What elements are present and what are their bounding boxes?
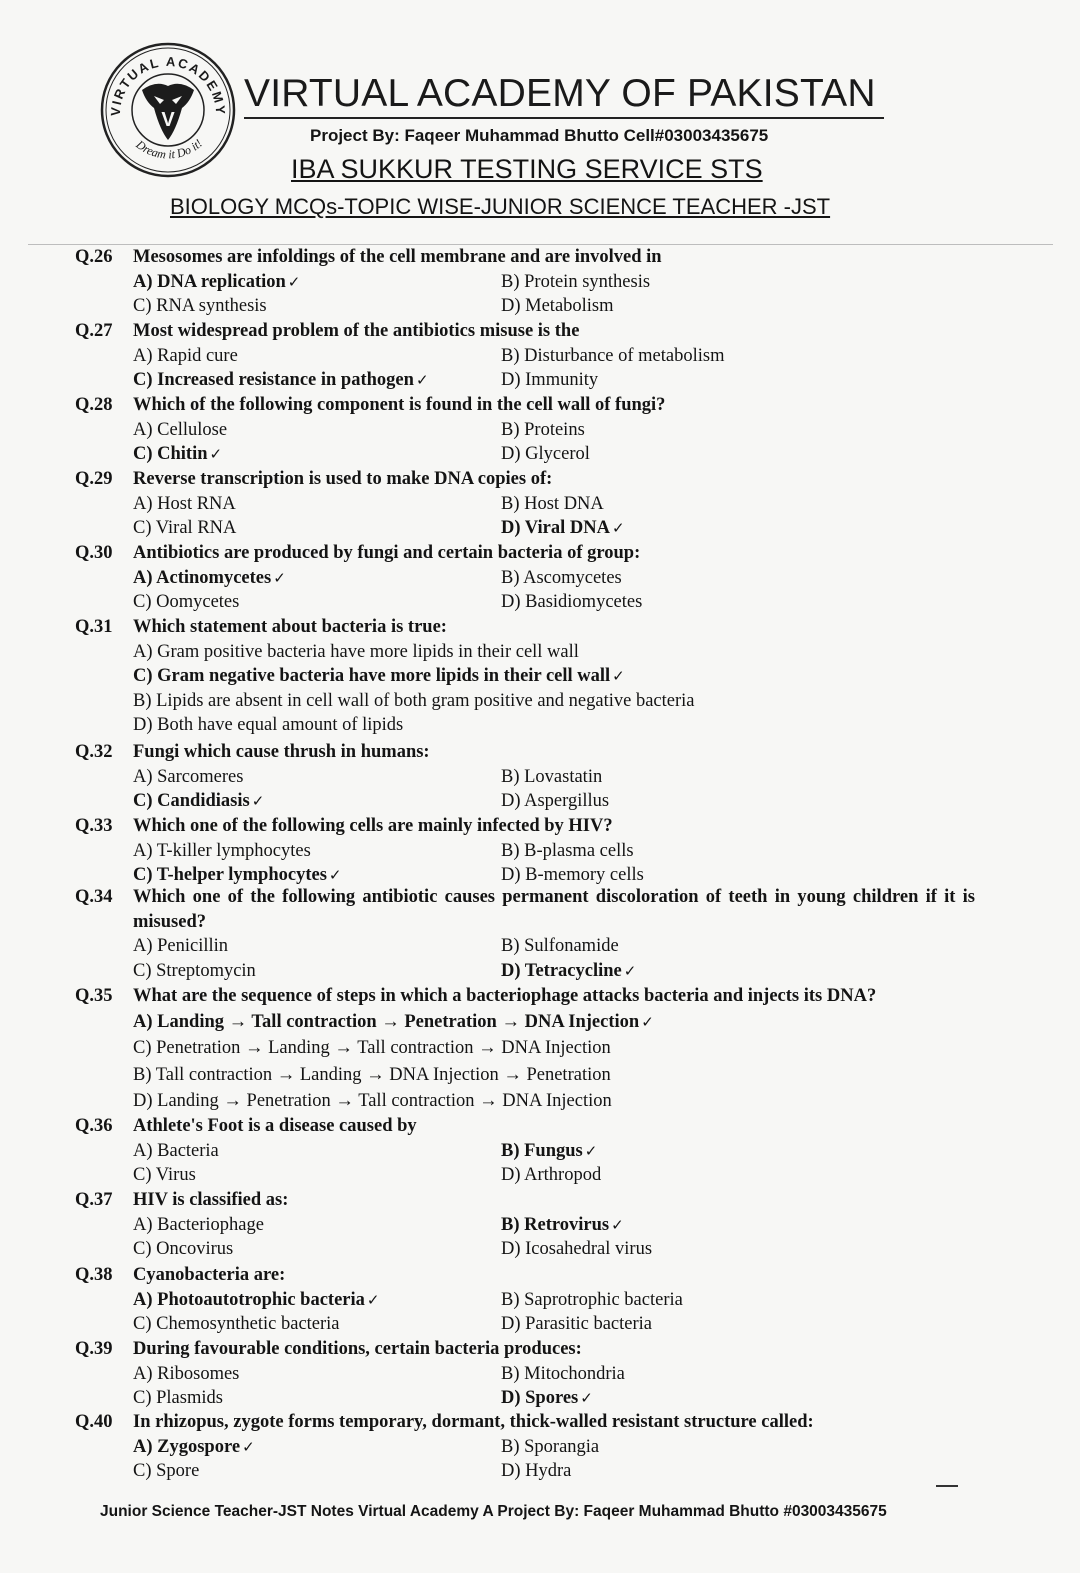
option-text: C) Spore xyxy=(133,1461,200,1481)
question-row xyxy=(75,393,861,418)
option-text: D) Hydra xyxy=(501,1461,572,1481)
question-text: Mesosomes are infoldings of the cell membrane and are involved in xyxy=(133,247,662,267)
check-mark-icon: ✓ xyxy=(580,1389,593,1407)
question-text: HIV is classified as: xyxy=(133,1190,289,1210)
answer-option xyxy=(501,418,861,443)
option-text: B) B-plasma cells xyxy=(501,840,634,861)
svg-text:Dream it Do it! xyxy=(133,136,205,161)
check-mark-icon: ✓ xyxy=(251,792,265,810)
academy-logo-seal xyxy=(98,40,238,180)
answer-option-correct xyxy=(501,1386,861,1411)
answer-option xyxy=(133,516,501,541)
question-text: Antibiotics are produced by fungi and certain bacteria of group: xyxy=(133,543,641,563)
question-row xyxy=(75,541,861,566)
question-number: Q.37 xyxy=(75,1190,113,1210)
answer-option xyxy=(501,934,861,959)
answer-option xyxy=(501,789,861,814)
question-block xyxy=(75,1188,861,1262)
question-block xyxy=(75,467,861,541)
option-text: B) Sporangia xyxy=(501,1436,600,1457)
question-number: Q.30 xyxy=(75,543,113,563)
answer-option xyxy=(133,640,1033,665)
question-number: Q.28 xyxy=(75,395,113,415)
option-text: C) Viral RNA xyxy=(133,518,237,538)
answer-option-correct xyxy=(133,863,501,888)
question-text: What are the sequence of steps in which a bacteriophage attacks bacteria and injects its DNA? xyxy=(133,986,877,1006)
check-mark-icon: ✓ xyxy=(328,866,342,884)
question-block xyxy=(75,984,1033,1115)
option-list xyxy=(133,418,861,467)
option-list xyxy=(133,1213,861,1262)
question-block xyxy=(75,1337,861,1411)
option-list xyxy=(133,566,861,615)
answer-option xyxy=(133,1213,501,1238)
question-number: Q.38 xyxy=(75,1265,113,1285)
answer-option xyxy=(501,863,861,888)
option-list xyxy=(133,270,861,319)
answer-option xyxy=(501,492,861,517)
option-text: A) Ribosomes xyxy=(133,1363,240,1384)
question-block xyxy=(75,740,861,814)
answer-option-correct xyxy=(133,1009,1033,1036)
question-text: Which of the following component is found in the cell wall of fungi? xyxy=(133,395,666,415)
answer-option-correct xyxy=(133,442,501,467)
answer-option xyxy=(133,492,501,517)
option-text: D) Viral DNA xyxy=(501,518,610,538)
option-text: A) Bacteria xyxy=(133,1140,219,1161)
option-list xyxy=(133,839,861,888)
answer-option xyxy=(133,1062,1033,1089)
option-text: B) Disturbance of metabolism xyxy=(501,345,725,366)
option-text: A) Gram positive bacteria have more lipids in their cell wall xyxy=(133,641,579,662)
check-mark-icon: ✓ xyxy=(209,445,223,463)
question-block xyxy=(75,1263,861,1337)
option-text: B) Sulfonamide xyxy=(501,936,619,956)
option-text: D) Immunity xyxy=(501,370,599,390)
exam-title: IBA SUKKUR TESTING SERVICE STS xyxy=(291,154,763,184)
logo-letter: V xyxy=(161,109,175,131)
question-block xyxy=(75,319,861,393)
answer-option-correct xyxy=(133,566,501,591)
question-row xyxy=(75,319,861,344)
question-row xyxy=(75,1263,861,1288)
option-text: A) Bacteriophage xyxy=(133,1214,264,1235)
option-text: C) Plasmids xyxy=(133,1388,223,1408)
question-block xyxy=(75,1410,861,1484)
question-number: Q.36 xyxy=(75,1116,113,1136)
option-list xyxy=(133,1362,861,1411)
option-list xyxy=(133,640,1033,738)
option-text: C) Streptomycin xyxy=(133,960,256,981)
question-block xyxy=(75,245,861,319)
option-text: A) Sarcomeres xyxy=(133,766,244,787)
answer-option xyxy=(501,1459,861,1484)
answer-option-correct xyxy=(133,270,501,295)
option-text: D) B-memory cells xyxy=(501,865,644,885)
option-text: D) Parasitic bacteria xyxy=(501,1314,653,1334)
answer-option xyxy=(133,839,501,864)
option-text: A) Photoautotrophic bacteria xyxy=(133,1289,365,1310)
question-block xyxy=(75,885,975,983)
question-number: Q.40 xyxy=(75,1412,113,1432)
question-row xyxy=(75,984,1033,1009)
title-underline xyxy=(244,117,884,119)
logo-ring-text-top: VIRTUAL ACADEMY xyxy=(107,53,229,117)
logo-ring-text-bottom: Dream it Do it! xyxy=(133,136,206,162)
option-list xyxy=(133,1009,1033,1115)
question-text: In rhizopus, zygote forms temporary, dormant, thick-walled resistant structure called: xyxy=(133,1412,814,1432)
check-mark-icon: ✓ xyxy=(611,1215,624,1234)
question-text: Athlete's Foot is a disease caused by xyxy=(133,1116,417,1136)
option-text: D) Metabolism xyxy=(501,296,614,316)
question-block xyxy=(75,814,861,888)
answer-option xyxy=(133,1139,501,1164)
question-block xyxy=(75,541,861,615)
option-text: B) Lipids are absent in cell wall of both gram positive and negative bacteria xyxy=(133,690,695,711)
option-text: D) Glycerol xyxy=(501,444,590,464)
answer-option-correct xyxy=(501,959,861,984)
option-text: D) Arthropod xyxy=(501,1165,602,1185)
option-text: C) Penetration → Landing → Tall contraction → DNA Injection xyxy=(133,1038,611,1058)
answer-option xyxy=(501,1435,861,1460)
option-text: B) Proteins xyxy=(501,419,585,440)
option-text: C) Oomycetes xyxy=(133,592,240,612)
question-text: Which one of the following antibiotic causes permanent discoloration of teeth in young children if it is misused? xyxy=(133,887,975,932)
question-number: Q.39 xyxy=(75,1339,113,1359)
option-list xyxy=(133,765,861,814)
question-row xyxy=(75,1410,861,1435)
option-text: D) Aspergillus xyxy=(501,791,610,811)
option-text: A) Rapid cure xyxy=(133,345,238,366)
answer-option xyxy=(501,765,861,790)
answer-option xyxy=(501,590,861,615)
question-row xyxy=(75,740,861,765)
answer-option xyxy=(501,1312,861,1337)
answer-option-correct xyxy=(133,1435,501,1460)
answer-option-correct xyxy=(133,368,501,393)
answer-option xyxy=(501,1237,861,1262)
answer-option xyxy=(501,1362,861,1387)
question-row xyxy=(75,615,1033,640)
question-row xyxy=(75,814,861,839)
check-mark-icon: ✓ xyxy=(584,1141,598,1160)
answer-option xyxy=(133,418,501,443)
option-text: A) Cellulose xyxy=(133,419,228,440)
option-text: B) Tall contraction → Landing → DNA Injection → Penetration xyxy=(133,1064,611,1085)
option-text: C) Gram negative bacteria have more lipids in their cell wall xyxy=(133,666,611,686)
option-list xyxy=(133,344,861,393)
option-list xyxy=(133,1288,861,1337)
question-row xyxy=(75,885,975,934)
question-text: Reverse transcription is used to make DNA copies of: xyxy=(133,469,553,489)
question-row xyxy=(75,1188,861,1213)
page-footer: Junior Science Teacher-JST Notes Virtual Academy A Project By: Faqeer Muhammad Bhutto #03003435675 xyxy=(100,1503,887,1520)
option-text: B) Protein synthesis xyxy=(501,271,651,292)
answer-option xyxy=(501,294,861,319)
answer-option xyxy=(133,765,501,790)
option-text: A) T-killer lymphocytes xyxy=(133,840,311,861)
project-credit: Project By: Faqeer Muhammad Bhutto Cell#03003435675 xyxy=(310,126,769,145)
option-text: D) Tetracycline xyxy=(501,960,622,981)
option-list xyxy=(133,1435,861,1484)
answer-option xyxy=(501,839,861,864)
check-mark-icon: ✓ xyxy=(287,272,301,291)
question-block xyxy=(75,393,861,467)
option-text: C) RNA synthesis xyxy=(133,296,267,316)
answer-option xyxy=(133,590,501,615)
answer-option-correct xyxy=(501,1213,861,1238)
option-list xyxy=(133,492,861,541)
option-text: B) Fungus xyxy=(501,1140,583,1161)
question-text: Most widespread problem of the antibiotics misuse is the xyxy=(133,321,580,341)
option-text: C) Chitin xyxy=(133,444,208,464)
question-number: Q.29 xyxy=(75,469,113,489)
question-row xyxy=(75,245,861,270)
check-mark-icon: ✓ xyxy=(366,1290,380,1309)
answer-option xyxy=(133,689,1033,714)
answer-option xyxy=(501,368,861,393)
question-row xyxy=(75,1114,861,1139)
answer-option xyxy=(133,1088,1033,1115)
option-text: D) Icosahedral virus xyxy=(501,1239,653,1259)
answer-option-correct xyxy=(501,1139,861,1164)
option-list xyxy=(133,1139,861,1188)
option-text: B) Ascomycetes xyxy=(501,567,622,588)
answer-option xyxy=(133,934,501,959)
option-text: C) T-helper lymphocytes xyxy=(133,865,327,885)
question-text: Which one of the following cells are mainly infected by HIV? xyxy=(133,816,613,836)
answer-option xyxy=(133,1163,501,1188)
option-text: A) Host RNA xyxy=(133,493,236,514)
answer-option xyxy=(133,1237,501,1262)
question-number: Q.34 xyxy=(75,887,113,907)
question-number: Q.32 xyxy=(75,742,113,762)
question-text: Which statement about bacteria is true: xyxy=(133,617,447,637)
answer-option xyxy=(501,270,861,295)
page-title: VIRTUAL ACADEMY OF PAKISTAN xyxy=(244,72,876,115)
answer-option xyxy=(133,1035,1033,1062)
option-text: B) Lovastatin xyxy=(501,766,603,787)
option-text: B) Mitochondria xyxy=(501,1363,625,1384)
question-block xyxy=(75,1114,861,1188)
check-mark-icon: ✓ xyxy=(611,519,625,537)
option-text: D) Basidiomycetes xyxy=(501,592,643,612)
check-mark-icon: ✓ xyxy=(623,961,637,980)
question-number: Q.26 xyxy=(75,247,113,267)
scan-mark xyxy=(936,1485,958,1487)
question-number: Q.33 xyxy=(75,816,113,836)
option-text: A) Zygospore xyxy=(133,1436,241,1457)
answer-option xyxy=(133,959,501,984)
question-block xyxy=(75,615,1033,738)
option-text: B) Host DNA xyxy=(501,493,604,514)
option-text: A) Actinomycetes xyxy=(133,567,272,588)
answer-option-correct xyxy=(133,1288,501,1313)
option-text: C) Candidiasis xyxy=(133,791,250,811)
answer-option xyxy=(501,1163,861,1188)
question-number: Q.35 xyxy=(75,986,113,1006)
question-text: During favourable conditions, certain bacteria produces: xyxy=(133,1339,582,1359)
option-text: C) Increased resistance in pathogen xyxy=(133,370,414,390)
question-text: Fungi which cause thrush in humans: xyxy=(133,742,430,762)
check-mark-icon: ✓ xyxy=(612,667,625,685)
option-text: B) Retrovirus xyxy=(501,1214,610,1235)
answer-option xyxy=(501,442,861,467)
question-number: Q.27 xyxy=(75,321,113,341)
option-list xyxy=(133,934,975,983)
answer-option xyxy=(501,1288,861,1313)
option-text: D) Landing → Penetration → Tall contraction → DNA Injection xyxy=(133,1091,612,1111)
option-text: D) Both have equal amount of lipids xyxy=(133,715,404,735)
option-text: A) DNA replication xyxy=(133,271,286,292)
answer-option xyxy=(133,713,1033,738)
answer-option xyxy=(133,294,501,319)
option-text: A) Landing → Tall contraction → Penetration → DNA Injection xyxy=(133,1011,640,1032)
question-text: Cyanobacteria are: xyxy=(133,1265,286,1285)
answer-option-correct xyxy=(133,664,1033,689)
answer-option-correct xyxy=(501,516,861,541)
option-text: C) Chemosynthetic bacteria xyxy=(133,1314,340,1334)
option-text: A) Penicillin xyxy=(133,936,229,956)
option-text: B) Saprotrophic bacteria xyxy=(501,1289,683,1310)
question-row xyxy=(75,467,861,492)
question-row xyxy=(75,1337,861,1362)
option-text: D) Spores xyxy=(501,1388,579,1408)
topic-title: BIOLOGY MCQs-TOPIC WISE-JUNIOR SCIENCE TEACHER -JST xyxy=(170,194,831,219)
answer-option xyxy=(133,1386,501,1411)
check-mark-icon: ✓ xyxy=(273,568,286,587)
answer-option-correct xyxy=(133,789,501,814)
answer-option xyxy=(133,1362,501,1387)
check-mark-icon: ✓ xyxy=(242,1437,255,1456)
answer-option xyxy=(501,566,861,591)
check-mark-icon: ✓ xyxy=(415,371,429,389)
question-number: Q.31 xyxy=(75,617,113,637)
answer-option xyxy=(133,1459,501,1484)
option-text: C) Virus xyxy=(133,1165,196,1185)
answer-option xyxy=(133,1312,501,1337)
check-mark-icon: ✓ xyxy=(641,1012,654,1031)
answer-option xyxy=(501,344,861,369)
option-text: C) Oncovirus xyxy=(133,1239,234,1259)
answer-option xyxy=(133,344,501,369)
